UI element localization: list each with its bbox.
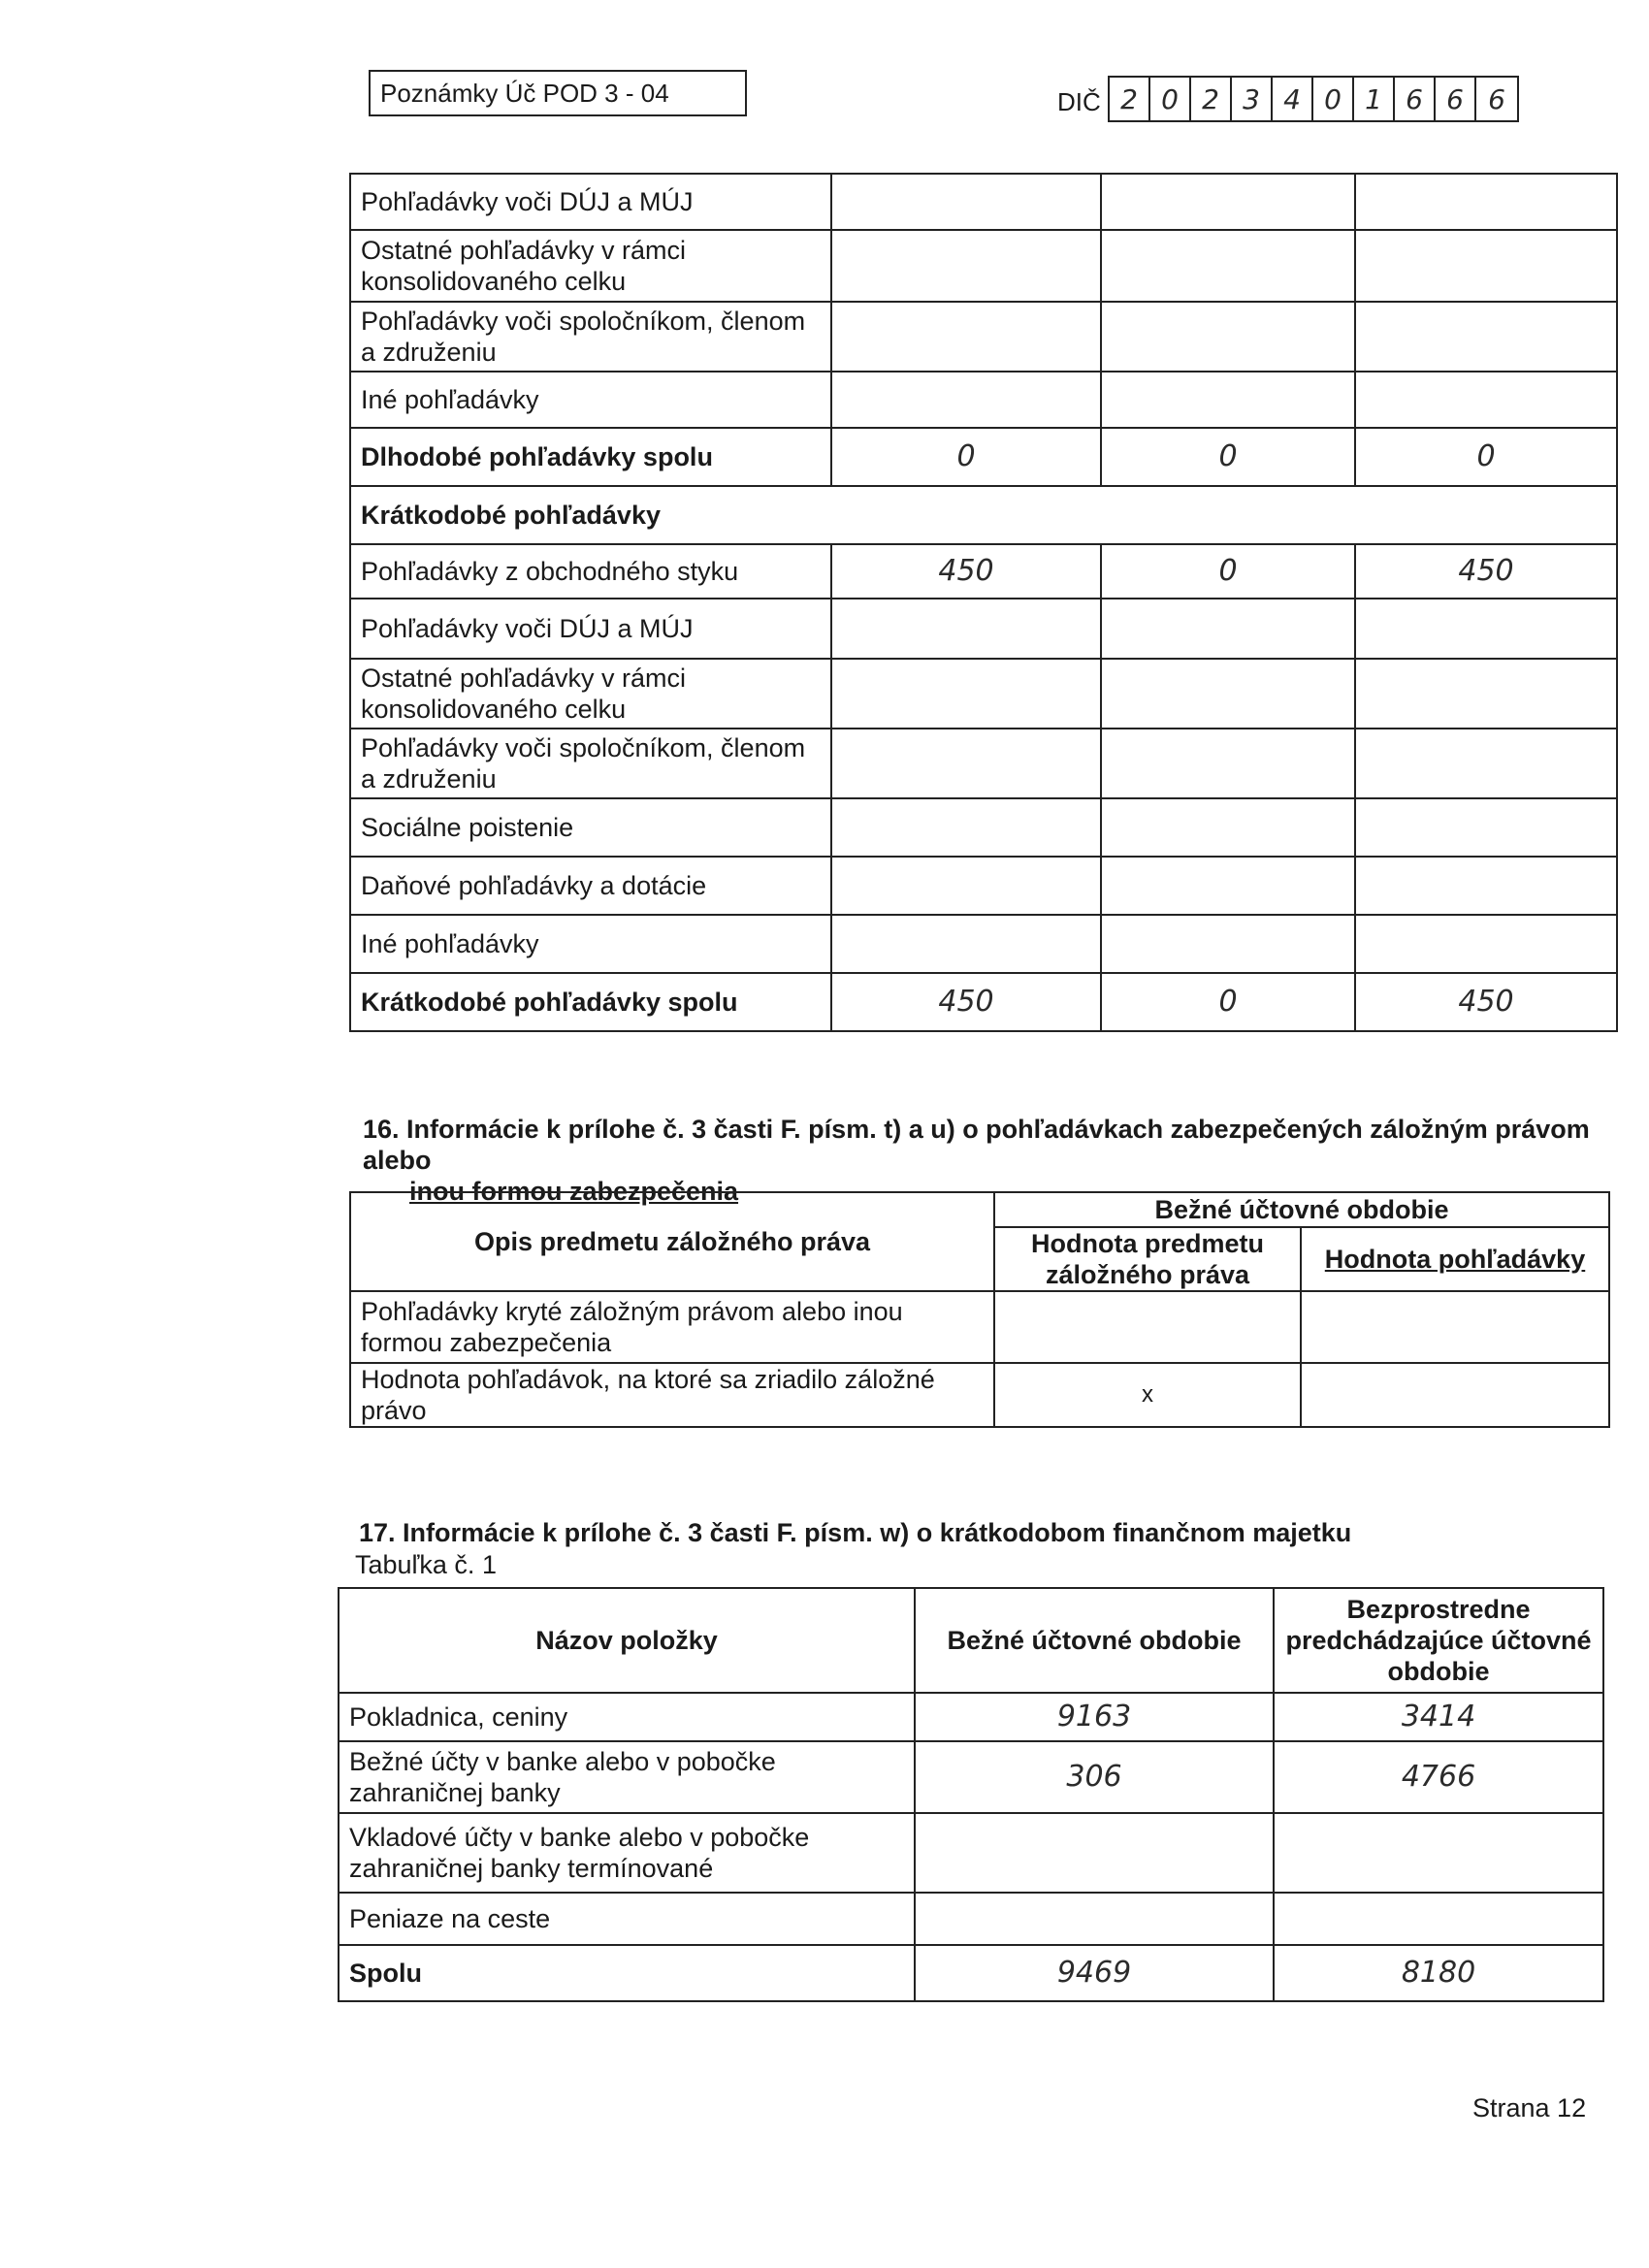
- table-row-total: [339, 1945, 1603, 2001]
- row-label: Spolu: [339, 1945, 915, 2001]
- dic-digit: 6: [1395, 78, 1436, 120]
- table-row: [350, 915, 1617, 973]
- row-label: Pohľadávky voči DÚJ a MÚJ: [350, 599, 831, 659]
- table-row: [350, 857, 1617, 915]
- value-cell: [1355, 174, 1617, 230]
- row-label: Pohľadávky voči spoločníkom, členom a združeniu: [350, 302, 831, 372]
- value-cell: [1355, 372, 1617, 428]
- value-cell: [1355, 659, 1617, 729]
- col-header-description: Opis predmetu záložného práva: [350, 1192, 994, 1291]
- value-cell: [831, 857, 1101, 915]
- value-cell: 0: [1101, 973, 1355, 1031]
- value-cell: [1101, 372, 1355, 428]
- row-label: Ostatné pohľadávky v rámci konsolidovaného celku: [350, 659, 831, 729]
- value-cell: [831, 230, 1101, 302]
- table-row: [350, 174, 1617, 230]
- table-row: [350, 659, 1617, 729]
- dic-digit: 4: [1273, 78, 1313, 120]
- col-header-previous: Bezprostredne predchádzajúce účtovné obdobie: [1274, 1588, 1603, 1693]
- value-cell: [1101, 798, 1355, 857]
- row-label: Pohľadávky voči DÚJ a MÚJ: [350, 174, 831, 230]
- value-cell: [1274, 1813, 1603, 1893]
- page-number: Strana 12: [1472, 2093, 1587, 2122]
- value-cell: [831, 174, 1101, 230]
- form-code-box: [369, 70, 747, 116]
- row-label: Hodnota pohľadávok, na ktoré sa zriadilo záložné právo: [350, 1363, 994, 1427]
- row-label: Sociálne poistenie: [350, 798, 831, 857]
- dic-label: DIČ: [1057, 87, 1101, 116]
- financial-assets-table: [338, 1587, 1604, 2002]
- col-header-current: Bežné účtovné obdobie: [915, 1588, 1274, 1693]
- value-cell: [1101, 659, 1355, 729]
- value-cell: [915, 1893, 1274, 1945]
- value-cell: [1101, 302, 1355, 372]
- value-cell: 9469: [915, 1945, 1274, 2001]
- value-cell: 9163: [915, 1693, 1274, 1741]
- row-label: Pohľadávky kryté záložným právom alebo inou formou zabezpečenia: [350, 1291, 994, 1363]
- row-label: Dlhodobé pohľadávky spolu: [350, 428, 831, 486]
- value-cell: x: [994, 1363, 1301, 1427]
- col-header-value-receivable: Hodnota pohľadávky: [1301, 1227, 1609, 1291]
- value-cell: [831, 302, 1101, 372]
- row-label: Pokladnica, ceniny: [339, 1693, 915, 1741]
- value-cell: [1101, 729, 1355, 798]
- table-row: [350, 729, 1617, 798]
- row-label: Iné pohľadávky: [350, 915, 831, 973]
- section-heading-row: [350, 486, 1617, 544]
- value-cell: [1355, 857, 1617, 915]
- value-cell: [831, 915, 1101, 973]
- value-cell: [831, 659, 1101, 729]
- value-cell: [1355, 230, 1617, 302]
- table-row: [350, 230, 1617, 302]
- pledge-table: [349, 1191, 1610, 1428]
- value-cell: [1101, 230, 1355, 302]
- row-label: Iné pohľadávky: [350, 372, 831, 428]
- dic-digit: 2: [1110, 78, 1150, 120]
- value-cell: [1101, 857, 1355, 915]
- dic-digit: 2: [1191, 78, 1232, 120]
- value-cell: 306: [915, 1741, 1274, 1813]
- value-cell: [1355, 302, 1617, 372]
- dic-digit: 0: [1150, 78, 1191, 120]
- value-cell: [831, 729, 1101, 798]
- table-row-total: [350, 973, 1617, 1031]
- value-cell: 0: [1355, 428, 1617, 486]
- col-header-name: Názov položky: [339, 1588, 915, 1693]
- row-label: Bežné účty v banke alebo v pobočke zahraničnej banky: [339, 1741, 915, 1813]
- table-row-total: [350, 428, 1617, 486]
- value-cell: [1101, 599, 1355, 659]
- value-cell: [1274, 1893, 1603, 1945]
- value-cell: 450: [831, 973, 1101, 1031]
- value-cell: 0: [831, 428, 1101, 486]
- row-label: Ostatné pohľadávky v rámci konsolidovaného celku: [350, 230, 831, 302]
- table-row: [350, 599, 1617, 659]
- section-17-title: 17. Informácie k prílohe č. 3 časti F. písm. w) o krátkodobom finančnom majetku: [359, 1518, 1352, 1547]
- dic-digit: 0: [1313, 78, 1354, 120]
- table-row: [339, 1741, 1603, 1813]
- value-cell: [1355, 599, 1617, 659]
- value-cell: 0: [1101, 544, 1355, 599]
- value-cell: [1301, 1363, 1609, 1427]
- dic-digit: 6: [1436, 78, 1476, 120]
- value-cell: 450: [831, 544, 1101, 599]
- value-cell: [831, 798, 1101, 857]
- table-row: [350, 544, 1617, 599]
- value-cell: [915, 1813, 1274, 1893]
- dic-digit: 3: [1232, 78, 1273, 120]
- value-cell: [1355, 915, 1617, 973]
- table-row: [339, 1893, 1603, 1945]
- value-cell: [1355, 729, 1617, 798]
- value-cell: 450: [1355, 544, 1617, 599]
- table-row: [339, 1813, 1603, 1893]
- table-row: [350, 798, 1617, 857]
- value-cell: 4766: [1274, 1741, 1603, 1813]
- value-cell: [1101, 915, 1355, 973]
- table-row: [350, 1291, 1609, 1363]
- value-cell: [831, 372, 1101, 428]
- short-term-heading: Krátkodobé pohľadávky: [350, 486, 1617, 544]
- value-cell: 8180: [1274, 1945, 1603, 2001]
- row-label: Pohľadávky z obchodného styku: [350, 544, 831, 599]
- row-label: Krátkodobé pohľadávky spolu: [350, 973, 831, 1031]
- table-row: [350, 372, 1617, 428]
- col-header-value-subject: Hodnota predmetu záložného práva: [994, 1227, 1301, 1291]
- value-cell: 0: [1101, 428, 1355, 486]
- row-label: Daňové pohľadávky a dotácie: [350, 857, 831, 915]
- table-caption: Tabuľka č. 1: [355, 1550, 497, 1579]
- section-16-title-line2: inou formou zabezpečenia: [409, 1177, 739, 1206]
- form-code: Poznámky Úč POD 3 - 04: [380, 79, 669, 108]
- row-label: Peniaze na ceste: [339, 1893, 915, 1945]
- value-cell: 450: [1355, 973, 1617, 1031]
- col-header-period: Bežné účtovné obdobie: [994, 1192, 1609, 1227]
- table-row: [350, 1363, 1609, 1427]
- value-cell: [831, 599, 1101, 659]
- dic-digit: 1: [1354, 78, 1395, 120]
- receivables-table: [349, 173, 1618, 1032]
- row-label: Pohľadávky voči spoločníkom, členom a združeniu: [350, 729, 831, 798]
- value-cell: [1101, 174, 1355, 230]
- dic-digit-boxes: [1108, 76, 1519, 122]
- table-row: [350, 302, 1617, 372]
- table-row: [339, 1693, 1603, 1741]
- value-cell: [994, 1291, 1301, 1363]
- value-cell: [1355, 798, 1617, 857]
- section-16-title-line1: 16. Informácie k prílohe č. 3 časti F. písm. t) a u) o pohľadávkach zabezpečených záložným právom alebo: [363, 1115, 1590, 1175]
- dic-digit: 6: [1488, 82, 1505, 115]
- row-label: Vkladové účty v banke alebo v pobočke zahraničnej banky termínované: [339, 1813, 915, 1893]
- value-cell: [1301, 1291, 1609, 1363]
- value-cell: 3414: [1274, 1693, 1603, 1741]
